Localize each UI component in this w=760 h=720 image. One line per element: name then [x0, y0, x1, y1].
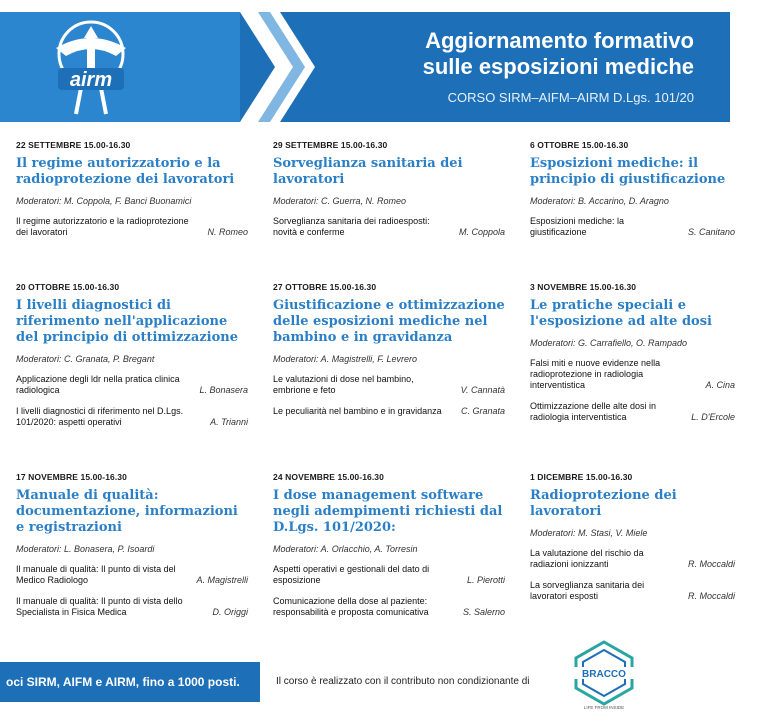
session-date: 6 OTTOBRE 15.00-16.30 [530, 140, 629, 150]
session-card [16, 472, 248, 618]
talk-item [530, 216, 735, 238]
talk-speaker: R. Moccaldi [687, 559, 735, 569]
session-moderators: Moderatori: A. Orlacchio, A. Torresin [273, 544, 418, 554]
session-title: I dose management software negli adempimenti richiesti dal D.Lgs. 101/2020: [273, 488, 503, 535]
session-moderators: Moderatori: C. Guerra, N. Romeo [273, 196, 407, 206]
session-moderators: Moderatori: B. Accarino, D. Aragno [530, 196, 669, 206]
session-card [273, 472, 505, 618]
session-date: 24 NOVEMBRE 15.00-16.30 [273, 472, 384, 482]
talk-title: La valutazione del rischio da radiazioni ionizzanti [530, 548, 644, 569]
footer-banner: oci SIRM, AIFM e AIRM, fino a 1000 posti. [0, 662, 260, 702]
session-moderators: Moderatori: C. Granata, P. Bregant [16, 354, 155, 364]
talk-title: Il manuale di qualità: Il punto di vista del Medico Radiologo [16, 564, 176, 585]
talk-item [530, 358, 735, 391]
talk-speaker: V. Cannatà [460, 385, 505, 395]
session-moderators: Moderatori: L. Bonasera, P. Isoardi [16, 544, 155, 554]
talk-title: Il regime autorizzatorio e la radioprotezione dei lavoratori [16, 216, 189, 237]
session-title: I livelli diagnostici di riferimento nell'applicazione del principio di ottimizzazione [16, 298, 239, 345]
session-date: 27 OTTOBRE 15.00-16.30 [273, 282, 377, 292]
talk-title: Le valutazioni di dose nel bambino, embrione e feto [273, 374, 414, 395]
session-moderators: Moderatori: G. Carrafiello, O. Rampado [530, 338, 688, 348]
talk-item [16, 216, 248, 238]
airm-logo-icon [36, 18, 146, 118]
page-title [423, 28, 694, 80]
talk-item [273, 564, 505, 586]
talk-title: Le peculiarità nel bambino e in gravidanza [273, 406, 442, 416]
header-banner [0, 12, 730, 122]
talk-title: Falsi miti e nuove evidenze nella radioprotezione in radiologia interventistica [530, 358, 661, 390]
talk-title: Applicazione degli ldr nella pratica clinica radiologica [16, 374, 180, 395]
session-title: Radioprotezione dei lavoratori [530, 488, 677, 519]
session-card [273, 282, 505, 417]
bracco-tagline: LIFE FROM INSIDE [583, 705, 625, 710]
session-title: Giustificazione e ottimizzazione delle esposizioni mediche nel bambino e in gravidanza [273, 298, 505, 345]
session-moderators: Moderatori: A. Magistrelli, F. Levrero [273, 354, 418, 364]
talk-title: Esposizioni mediche: la giustificazione [530, 216, 625, 237]
talk-item [273, 374, 505, 396]
talk-speaker: A. Trianni [210, 417, 248, 427]
talk-speaker: L. Pierotti [466, 575, 505, 585]
talk-speaker: R. Moccaldi [687, 591, 735, 601]
talk-item [273, 216, 505, 238]
talk-item [16, 564, 248, 586]
talk-item [530, 401, 735, 423]
title-line2: sulle esposizioni mediche [422, 54, 694, 79]
talk-title: Comunicazione della dose al paziente: responsabilità e proposta comunicativa [273, 596, 429, 617]
talk-speaker: N. Romeo [207, 227, 248, 237]
talk-title: Ottimizzazione delle alte dosi in radiologia interventistica [530, 401, 657, 422]
session-date: 20 OTTOBRE 15.00-16.30 [16, 282, 120, 292]
talk-speaker: L. Bonasera [199, 385, 248, 395]
session-title: Esposizioni mediche: il principio di giustificazione [530, 156, 726, 187]
session-card [530, 282, 735, 423]
talk-item [530, 548, 735, 570]
bracco-logo-icon [570, 640, 638, 710]
session-date: 1 DICEMBRE 15.00-16.30 [530, 472, 633, 482]
talk-speaker: S. Salerno [462, 607, 505, 617]
session-card [16, 140, 248, 238]
session-title: Il regime autorizzatorio e la radioprotezione dei lavoratori [16, 156, 235, 187]
session-date: 17 NOVEMBRE 15.00-16.30 [16, 472, 127, 482]
talk-item [273, 406, 505, 417]
session-title: Sorveglianza sanitaria dei lavoratori [273, 156, 463, 187]
session-card [530, 472, 735, 602]
talk-title: Aspetti operativi e gestionali del dato di esposizione [273, 564, 430, 585]
session-moderators: Moderatori: M. Stasi, V. Miele [530, 528, 648, 538]
talk-title: I livelli diagnostici di riferimento nel D.Lgs. 101/2020: aspetti operativi [16, 406, 184, 427]
session-date: 29 SETTEMBRE 15.00-16.30 [273, 140, 388, 150]
talk-title: Sorveglianza sanitaria dei radioesposti: novità e conferme [273, 216, 430, 237]
talk-speaker: M. Coppola [458, 227, 505, 237]
session-title: Manuale di qualità: documentazione, informazioni e registrazioni [16, 488, 238, 535]
bracco-name: BRACCO [582, 669, 626, 680]
session-moderators: Moderatori: M. Coppola, F. Banci Buonamici [16, 196, 192, 206]
talk-item [16, 596, 248, 618]
session-date: 22 SETTEMBRE 15.00-16.30 [16, 140, 131, 150]
talk-item [530, 580, 735, 602]
talk-speaker: A. Magistrelli [196, 575, 248, 585]
talk-speaker: A. Cina [705, 380, 735, 390]
session-title: Le pratiche speciali e l'esposizione ad alte dosi [530, 298, 712, 329]
talk-speaker: S. Canitano [687, 227, 735, 237]
page-subtitle: CORSO SIRM–AIFM–AIRM D.Lgs. 101/20 [447, 90, 694, 105]
talk-item [16, 406, 248, 428]
talk-item [273, 596, 505, 618]
talk-title: Il manuale di qualità: Il punto di vista dello Specialista in Fisica Medica [16, 596, 183, 617]
talk-speaker: C. Granata [460, 406, 505, 416]
title-line1: Aggiornamento formativo [425, 28, 694, 53]
sponsor-text: Il corso è realizzato con il contributo non condizionante di [276, 676, 530, 687]
talk-title: La sorveglianza sanitaria dei lavoratori esposti [530, 580, 645, 601]
session-card [16, 282, 248, 428]
talk-speaker: L. D'Ercole [691, 412, 735, 422]
session-date: 3 NOVEMBRE 15.00-16.30 [530, 282, 637, 292]
session-card [273, 140, 505, 238]
talk-speaker: D. Origgi [212, 607, 248, 617]
talk-item [16, 374, 248, 396]
logo-text: airm [69, 69, 113, 91]
session-card [530, 140, 735, 238]
